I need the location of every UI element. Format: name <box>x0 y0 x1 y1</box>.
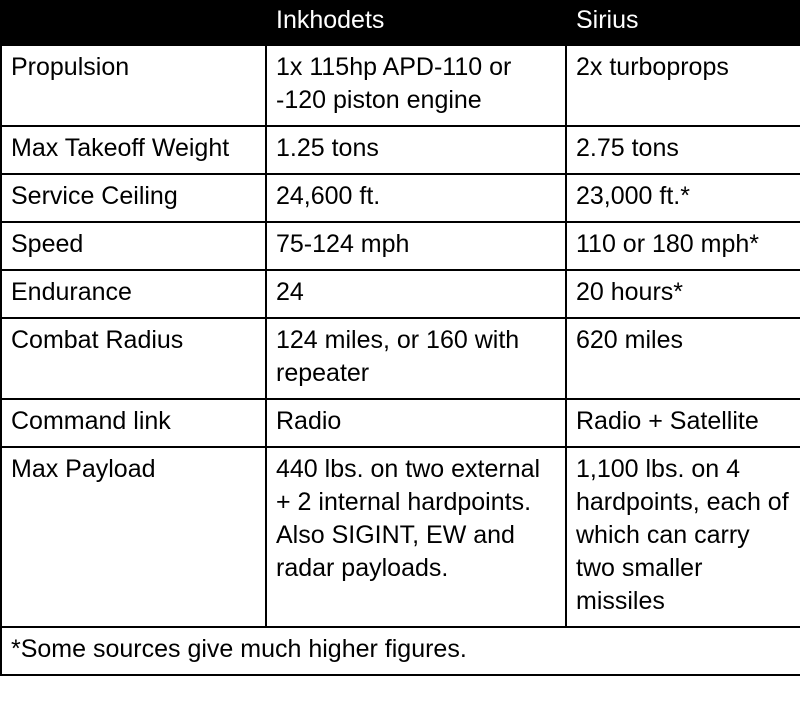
row-label-speed <box>1 222 266 270</box>
table-header-row <box>1 1 800 45</box>
cell-sirius-command-link <box>566 399 800 447</box>
table-footnote-row <box>1 627 800 675</box>
cell-text: 75-124 mph <box>276 230 410 258</box>
cell-text: 2.75 tons <box>576 134 679 162</box>
column-header-sirius: Sirius <box>566 1 800 45</box>
cell-inkhodets-combat-radius <box>266 318 566 399</box>
cell-text: Command link <box>11 407 171 435</box>
cell-sirius-combat-radius <box>566 318 800 399</box>
row-label-max-payload <box>1 447 266 627</box>
cell-text: Max Takeoff Weight <box>11 134 230 162</box>
cell-text: Service Ceiling <box>11 182 178 210</box>
cell-text: Endurance <box>11 278 132 306</box>
cell-text: 20 hours* <box>576 278 684 306</box>
cell-sirius-max-payload <box>566 447 800 627</box>
table-row <box>1 126 800 174</box>
cell-inkhodets-propulsion <box>266 45 566 126</box>
table-row <box>1 45 800 126</box>
cell-sirius-max-takeoff-weight <box>566 126 800 174</box>
cell-text: 620 miles <box>576 326 683 354</box>
row-label-command-link <box>1 399 266 447</box>
cell-text: 2x turboprops <box>576 53 729 81</box>
cell-text: 1x 115hp APD-110 or -120 piston engine <box>276 53 519 114</box>
cell-text: 24 <box>276 278 304 306</box>
row-label-combat-radius <box>1 318 266 399</box>
cell-text: 23,000 ft.* <box>576 182 690 210</box>
cell-text: 1.25 tons <box>276 134 379 162</box>
cell-text: Max Payload <box>11 455 156 483</box>
cell-text: 110 or 180 mph* <box>576 230 759 258</box>
cell-inkhodets-max-takeoff-weight <box>266 126 566 174</box>
cell-text: Speed <box>11 230 84 258</box>
row-label-endurance <box>1 270 266 318</box>
cell-text: 440 lbs. on two external + 2 internal hardpoints. Also SIGINT, EW and radar payloads. <box>276 455 548 582</box>
cell-inkhodets-command-link <box>266 399 566 447</box>
cell-text: 24,600 ft. <box>276 182 381 210</box>
table-row <box>1 399 800 447</box>
cell-sirius-speed <box>566 222 800 270</box>
cell-inkhodets-speed <box>266 222 566 270</box>
column-header-blank <box>1 1 266 45</box>
cell-text: *Some sources give much higher figures. <box>11 635 467 663</box>
table-row <box>1 318 800 399</box>
cell-sirius-propulsion <box>566 45 800 126</box>
column-header-inkhodets: Inkhodets <box>266 1 566 45</box>
cell-text: Radio + Satellite <box>576 407 759 435</box>
cell-inkhodets-service-ceiling <box>266 174 566 222</box>
cell-text: Radio <box>276 407 342 435</box>
cell-inkhodets-endurance <box>266 270 566 318</box>
row-label-propulsion <box>1 45 266 126</box>
table-footnote <box>1 627 800 675</box>
cell-text: 124 miles, or 160 with repeater <box>276 326 527 387</box>
table-row <box>1 222 800 270</box>
cell-sirius-endurance <box>566 270 800 318</box>
row-label-service-ceiling <box>1 174 266 222</box>
cell-text: Combat Radius <box>11 326 184 354</box>
table-row <box>1 174 800 222</box>
cell-sirius-service-ceiling <box>566 174 800 222</box>
table-row <box>1 447 800 627</box>
cell-text: 1,100 lbs. on 4 hardpoints, each of which can carry two smaller missiles <box>576 455 796 615</box>
cell-text: Propulsion <box>11 53 130 81</box>
row-label-max-takeoff-weight <box>1 126 266 174</box>
table-row <box>1 270 800 318</box>
cell-inkhodets-max-payload <box>266 447 566 627</box>
